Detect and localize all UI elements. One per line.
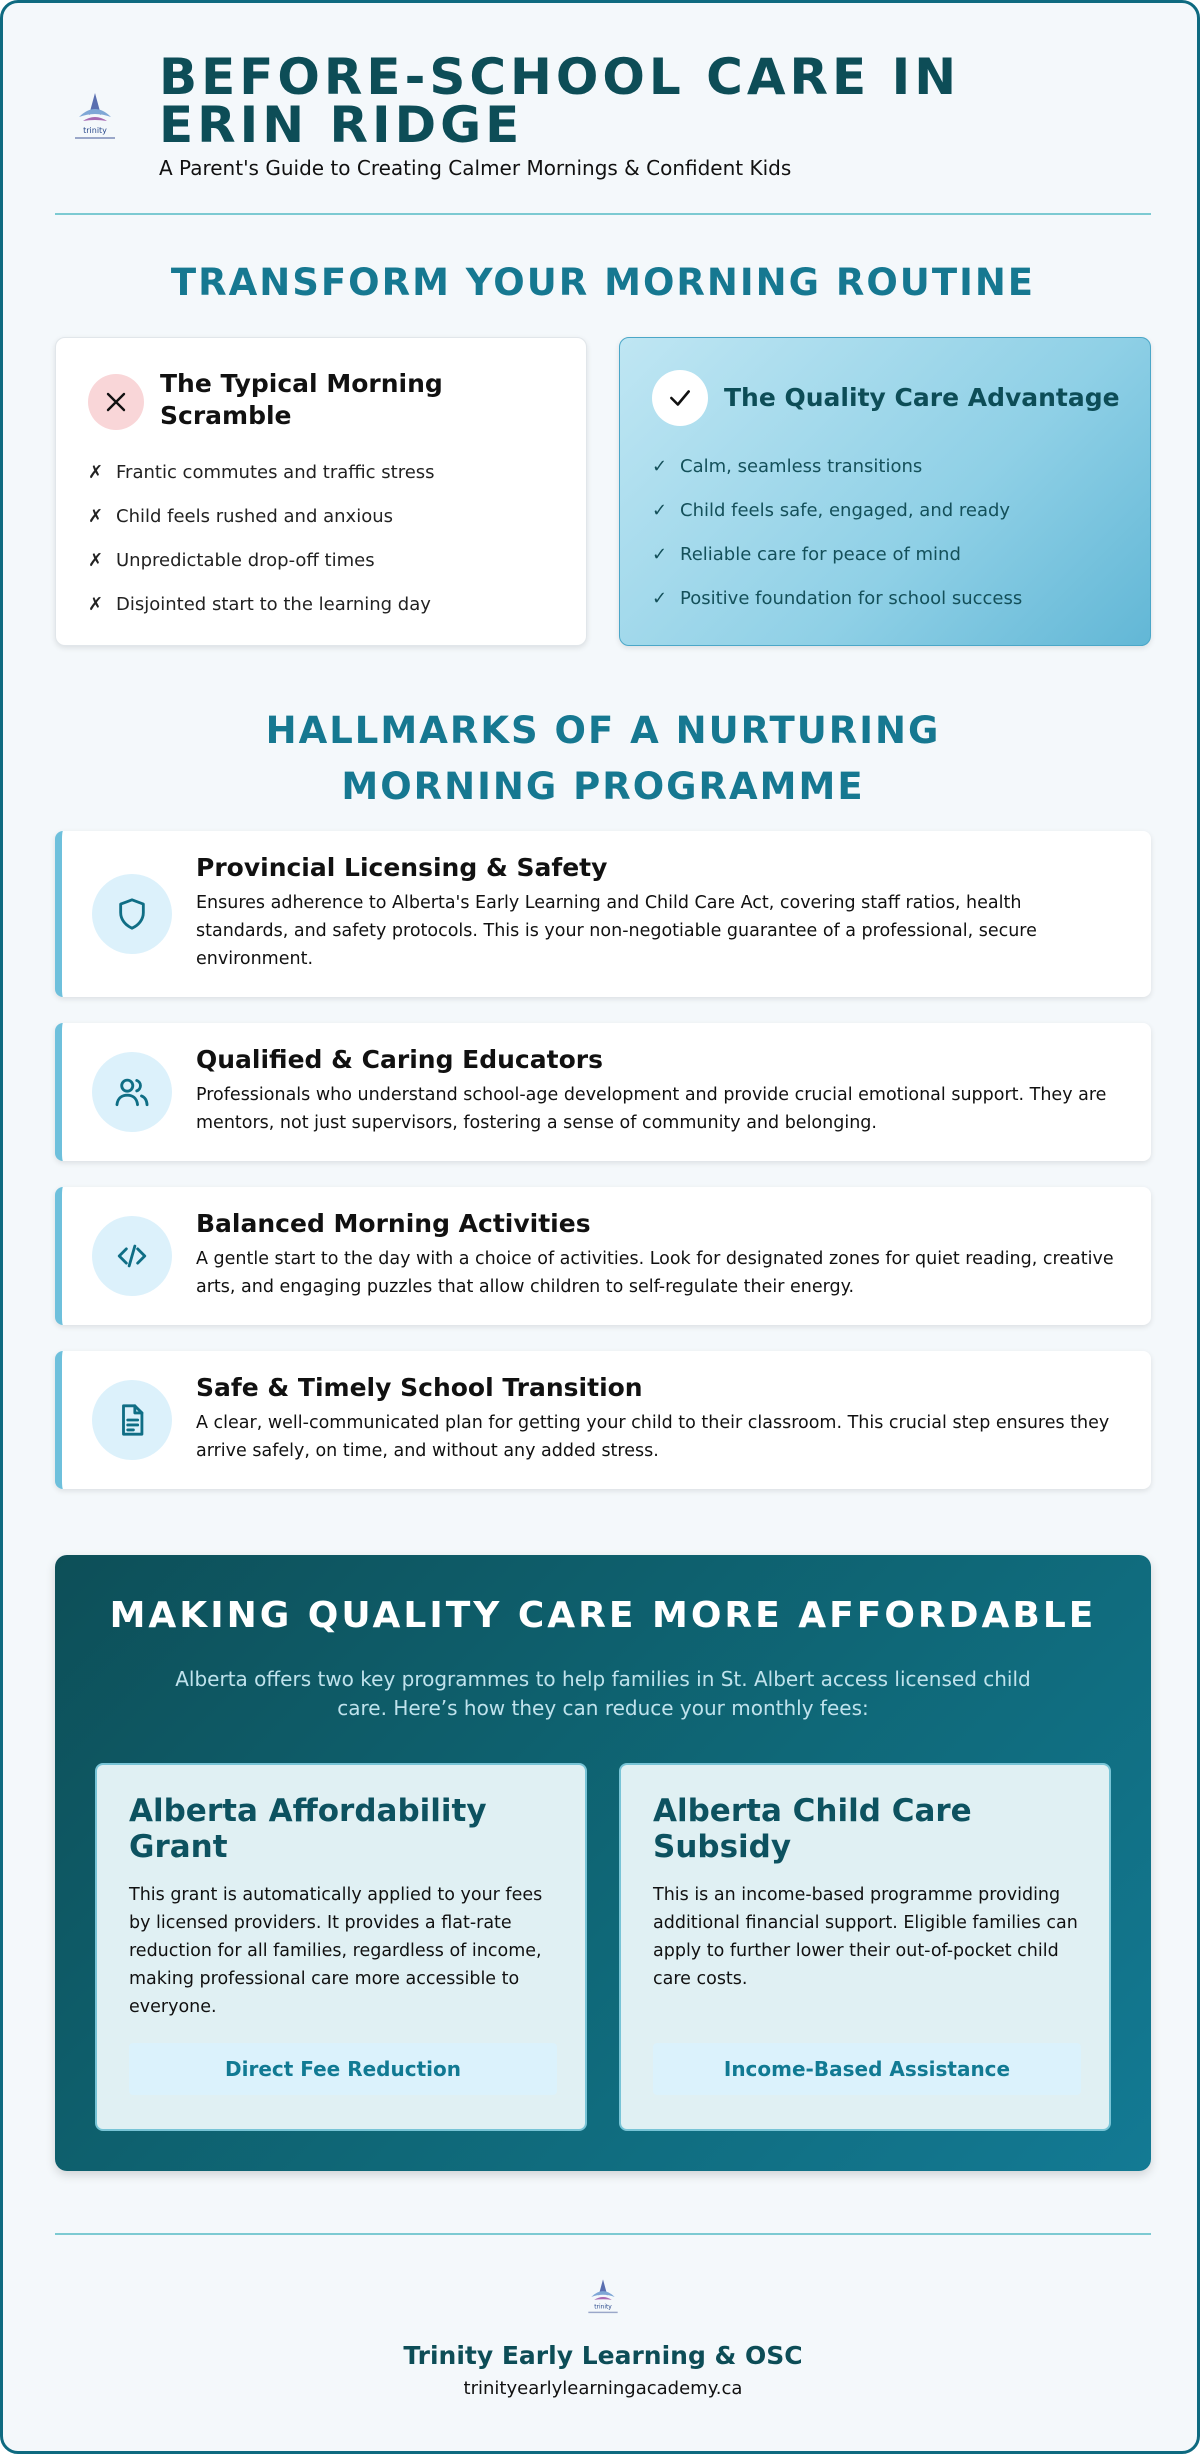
- programme-badge: Income-Based Assistance: [653, 2043, 1081, 2095]
- close-icon: [88, 374, 144, 430]
- typical-morning-title: The Typical Morning Scramble: [160, 369, 443, 430]
- hallmark-card-licensing: [55, 831, 1151, 997]
- affordability-section: [55, 1555, 1151, 2171]
- hallmark-title: Qualified & Caring Educators: [196, 1045, 603, 1074]
- divider: [55, 2233, 1151, 2235]
- footer-logo: [581, 2275, 625, 2319]
- programme-title: Alberta Affordability Grant: [129, 1793, 487, 1865]
- hallmark-description: A clear, well-communicated plan for getting your child to their classroom. This crucial step ensures they arrive safely, on time, and without any added stress.: [196, 1413, 1110, 1461]
- checkmark-icon: ✓: [652, 587, 668, 609]
- programme-card-grant: [95, 1763, 587, 2131]
- programme-card-subsidy: [619, 1763, 1111, 2131]
- cross-mark-icon: ✗: [88, 549, 104, 571]
- list-item: ✗ Unpredictable drop-off times: [88, 549, 375, 571]
- svg-text:trinity: trinity: [83, 126, 107, 135]
- quality-care-list: [652, 444, 1022, 620]
- page-title: BEFORE-SCHOOL CARE IN ERIN RIDGE: [159, 48, 961, 154]
- hallmark-title: Provincial Licensing & Safety: [196, 853, 608, 882]
- document-icon: [92, 1380, 172, 1460]
- affordability-intro: Alberta offers two key programmes to help families in St. Albert access licensed child care. Here’s how they can reduce your monthly fees:: [175, 1667, 1031, 1720]
- typical-morning-card: [55, 337, 587, 646]
- footer-organization-name: Trinity Early Learning & OSC: [403, 2341, 803, 2370]
- divider: [55, 213, 1151, 215]
- list-item: ✓ Reliable care for peace of mind: [652, 543, 961, 565]
- hallmark-description: Professionals who understand school-age development and provide crucial emotional support. They are mentors, not just supervisors, fostering a sense of community and belonging.: [196, 1085, 1107, 1133]
- hallmark-card-educators: [55, 1023, 1151, 1161]
- routine-heading: TRANSFORM YOUR MORNING ROUTINE: [170, 261, 1036, 304]
- quality-care-title: The Quality Care Advantage: [724, 383, 1120, 412]
- list-item: ✗ Disjointed start to the learning day: [88, 593, 431, 615]
- affordability-heading: MAKING QUALITY CARE MORE AFFORDABLE: [109, 1595, 1097, 1636]
- checkmark-icon: ✓: [652, 499, 668, 521]
- cross-mark-icon: ✗: [88, 461, 104, 483]
- list-item: ✓ Calm, seamless transitions: [652, 455, 923, 477]
- hallmark-card-transition: [55, 1351, 1151, 1489]
- users-icon: [92, 1052, 172, 1132]
- hallmark-description: A gentle start to the day with a choice of activities. Look for designated zones for quiet reading, creative arts, and engaging puzzles that allow children to self-regulate their energy.: [196, 1249, 1114, 1297]
- hallmark-title: Safe & Timely School Transition: [196, 1373, 643, 1402]
- typical-morning-list: [88, 450, 435, 626]
- code-icon: [92, 1216, 172, 1296]
- cross-mark-icon: ✗: [88, 593, 104, 615]
- list-item: ✓ Child feels safe, engaged, and ready: [652, 499, 1011, 521]
- hallmark-card-activities: [55, 1187, 1151, 1325]
- hallmarks-heading: HALLMARKS OF A NURTURING MORNING PROGRAMME: [265, 709, 941, 808]
- quality-care-card: [619, 337, 1151, 646]
- hallmark-description: Ensures adherence to Alberta's Early Learning and Child Care Act, covering staff ratios, health standards, and safety protocols. This is your non-negotiable guarantee of a professional, secure environment.: [196, 893, 1037, 969]
- programme-title: Alberta Child Care Subsidy: [653, 1793, 972, 1865]
- programme-badge: Direct Fee Reduction: [129, 2043, 557, 2095]
- cross-mark-icon: ✗: [88, 505, 104, 527]
- programme-description: This grant is automatically applied to your fees by licensed providers. It provides a flat-rate reduction for all families, regardless of income, making professional care more accessible to everyone.: [129, 1885, 543, 2017]
- checkmark-icon: ✓: [652, 543, 668, 565]
- trinity-logo: [65, 87, 125, 147]
- checkmark-icon: ✓: [652, 455, 668, 477]
- programme-description: This is an income-based programme providing additional financial support. Eligible families can apply to further lower their out-of-pocket child care costs.: [653, 1885, 1078, 1989]
- list-item: ✗ Frantic commutes and traffic stress: [88, 461, 435, 483]
- check-icon: [652, 370, 708, 426]
- svg-text:trinity: trinity: [594, 2304, 612, 2311]
- page-subtitle: A Parent's Guide to Creating Calmer Mornings & Confident Kids: [159, 156, 792, 180]
- list-item: ✓ Positive foundation for school success: [652, 587, 1023, 609]
- shield-icon: [92, 874, 172, 954]
- hallmark-title: Balanced Morning Activities: [196, 1209, 591, 1238]
- footer-website-link[interactable]: trinityearlylearningacademy.ca: [463, 2378, 743, 2399]
- list-item: ✗ Child feels rushed and anxious: [88, 505, 394, 527]
